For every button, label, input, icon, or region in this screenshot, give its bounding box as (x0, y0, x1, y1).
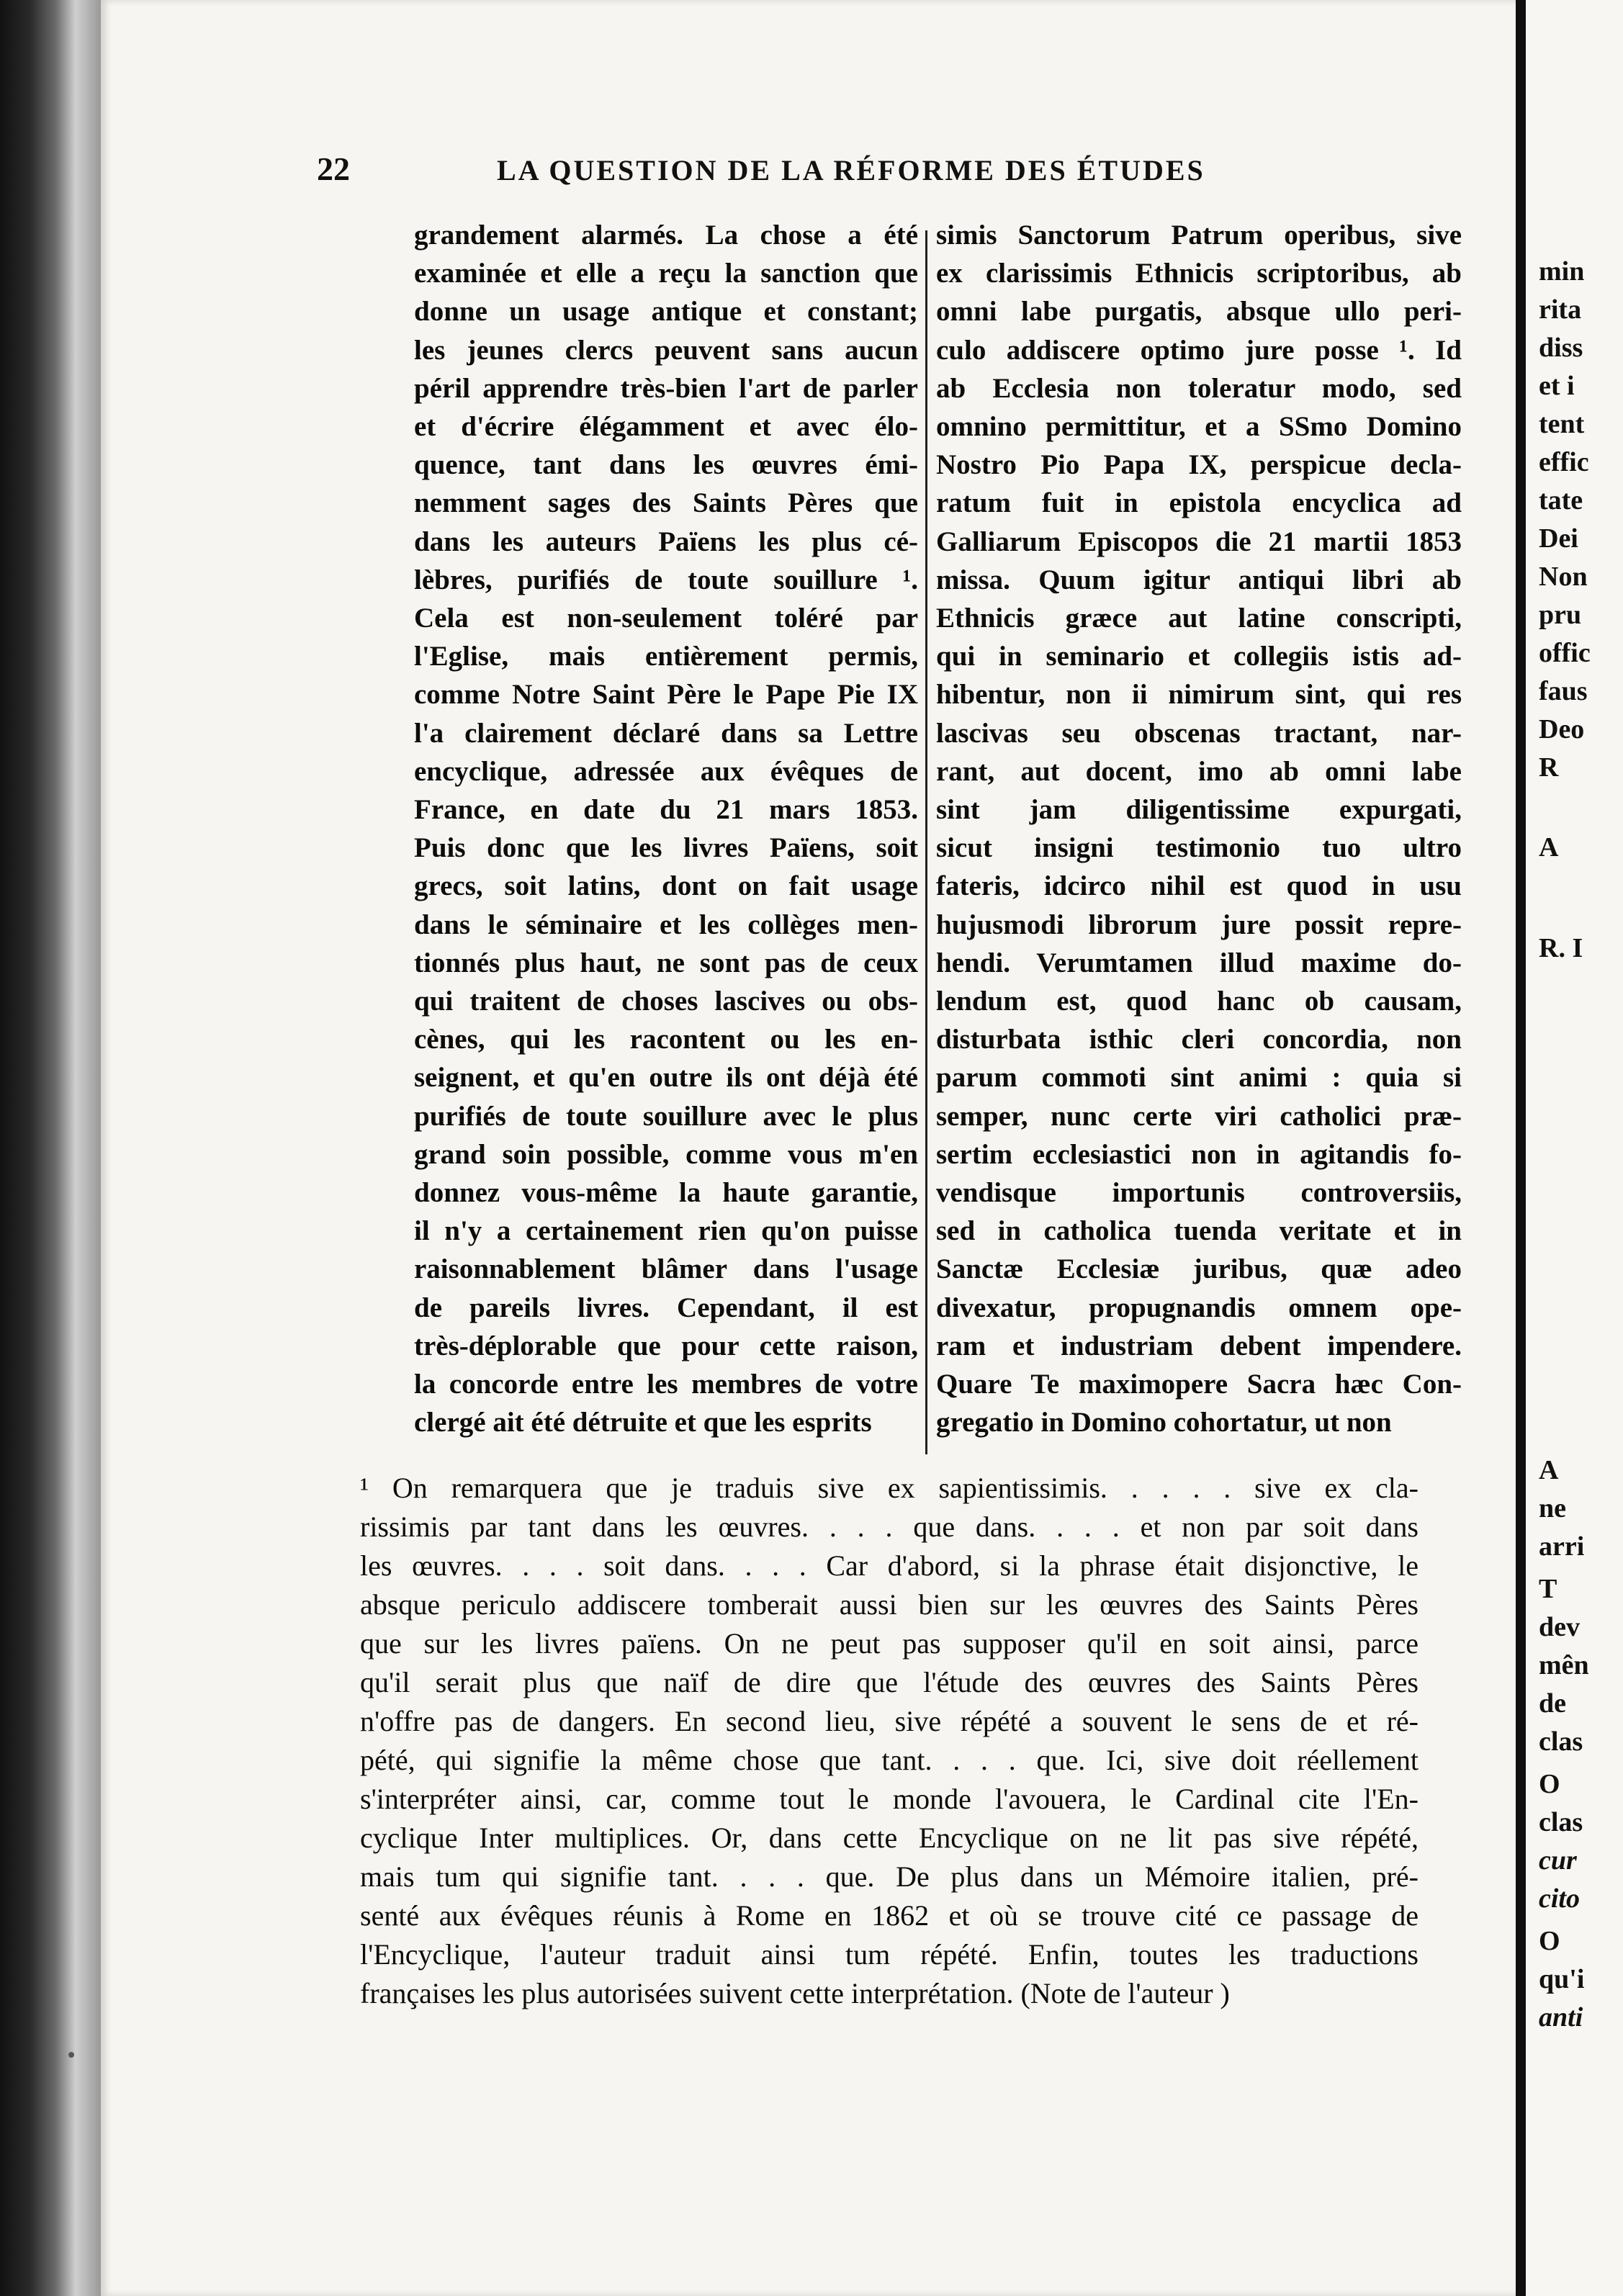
next-page-fragment: arri (1539, 1531, 1585, 1562)
next-page-fragment: T (1539, 1574, 1557, 1604)
next-page-fragment: R (1539, 752, 1559, 783)
text-line: examinée et elle a reçu la sanction que (414, 258, 918, 289)
next-page-fragment: offic (1539, 638, 1591, 668)
footnote-line: qu'il serait plus que naïf de dire que l'étude des œuvres des Saints Pères (360, 1666, 1419, 1698)
next-page-fragment: Deo (1539, 714, 1585, 744)
text-line: Galliarum Episcopos die 21 martii 1853 (936, 526, 1462, 557)
text-line: l'Eglise, mais entièrement permis, (414, 641, 918, 672)
french-text-column (414, 216, 918, 1442)
text-line: donne un usage antique et constant; (414, 296, 918, 328)
text-line: sint jam diligentissime expurgati, (936, 794, 1462, 826)
footnote-line: françaises les plus autorisées suivent cette interprétation. (Note de l'auteur ) (360, 1977, 1230, 2009)
text-line: Puis donc que les livres Païens, soit (414, 832, 918, 864)
footnote-line: cyclique Inter multiplices. Or, dans cette Encyclique on ne lit pas sive répété, (360, 1822, 1419, 1854)
text-line: nemment sages des Saints Pères que (414, 487, 918, 519)
text-line: il n'y a certainement rien qu'on puisse (414, 1215, 918, 1247)
text-line: France, en date du 21 mars 1853. (414, 794, 918, 826)
next-page-fragment: Non (1539, 562, 1588, 592)
footnote-line: ¹ On remarquera que je traduis sive ex sapientissimis. . . . . sive ex cla- (360, 1472, 1419, 1504)
text-line: Quare Te maximopere Sacra hæc Con- (936, 1369, 1462, 1400)
footnote (360, 1469, 1419, 2013)
next-page-fragment: tent (1539, 409, 1585, 439)
text-line: vendisque importunis controversiis, (936, 1177, 1462, 1209)
next-page-fragment: O (1539, 1769, 1560, 1799)
page-header (317, 150, 1274, 188)
next-page-fragment: R. I (1539, 933, 1583, 963)
next-page-fragment: pru (1539, 600, 1582, 630)
text-line: ex clarissimis Ethnicis scriptoribus, ab (936, 258, 1462, 289)
next-page-fragment: qu'i (1539, 1964, 1585, 1994)
latin-text-column (936, 216, 1462, 1442)
text-line: omni labe purgatis, absque ullo peri- (936, 296, 1462, 328)
footnote-line: pété, qui signifie la même chose que tant. . . . que. Ici, sive doit réellement (360, 1744, 1419, 1776)
text-line: grandement alarmés. La chose a été (414, 220, 918, 251)
next-page-fragment: Dei (1539, 523, 1578, 554)
next-page-fragment: faus (1539, 676, 1588, 706)
text-line: péril apprendre très-bien l'art de parler (414, 372, 918, 404)
footnote-line: que sur les livres païens. On ne peut pas supposer qu'il en soit ainsi, parce (360, 1627, 1419, 1660)
text-line: seignent, et qu'en outre ils ont déjà été (414, 1062, 918, 1094)
text-line: missa. Quum igitur antiqui libri ab (936, 564, 1462, 595)
text-line: ram et industriam debent impendere. (936, 1330, 1462, 1361)
text-line: sed in catholica tuenda veritate et in (936, 1215, 1462, 1247)
footnote-line: l'Encyclique, l'auteur traduit ainsi tum répété. Enfin, toutes les traductions (360, 1938, 1419, 1971)
text-line: dans le séminaire et les collèges men- (414, 909, 918, 940)
text-line: quence, tant dans les œuvres émi- (414, 449, 918, 481)
next-page-fragment: cito (1539, 1883, 1580, 1914)
running-head: LA QUESTION DE LA RÉFORME DES ÉTUDES (497, 154, 1205, 186)
text-line: rant, aut docent, imo ab omni labe (936, 755, 1462, 787)
footnote-line: senté aux évêques réunis à Rome en 1862 et où se trouve cité ce passage de (360, 1899, 1419, 1932)
text-line: grecs, soit latins, dont on fait usage (414, 870, 918, 902)
text-line: disturbata isthic cleri concordia, non (936, 1024, 1462, 1055)
text-line: lèbres, purifiés de toute souillure ¹. (414, 564, 918, 595)
next-page-fragment: cur (1539, 1845, 1577, 1876)
page-blemish (68, 2052, 74, 2058)
text-line: hujusmodi librorum jure possit repre- (936, 909, 1462, 940)
text-line: tionnés plus haut, ne sont pas de ceux (414, 947, 918, 978)
text-line: grand soin possible, comme vous m'en (414, 1138, 918, 1170)
next-page-fragment: mên (1539, 1650, 1589, 1680)
text-line: raisonnablement blâmer dans l'usage (414, 1253, 918, 1285)
footnote-line: absque periculo addiscere tomberait aussi bien sur les œuvres des Saints Pères (360, 1588, 1419, 1621)
text-line: lascivas seu obscenas tractant, nar- (936, 717, 1462, 749)
text-line: cènes, qui les racontent ou les en- (414, 1024, 918, 1055)
text-line: sicut insigni testimonio tuo ultro (936, 832, 1462, 864)
text-line: comme Notre Saint Père le Pape Pie IX (414, 679, 918, 711)
next-page-fragment: ne (1539, 1493, 1566, 1523)
next-page-fragment: min (1539, 256, 1585, 287)
text-line: l'a clairement déclaré dans sa Lettre (414, 717, 918, 749)
next-page-fragment: A (1539, 1455, 1559, 1485)
text-line: parum commoti sint animi : quia si (936, 1062, 1462, 1094)
text-line: clergé ait été détruite et que les esprits (414, 1407, 872, 1439)
next-page-fragment: A (1539, 832, 1559, 863)
text-line: qui in seminario et collegiis istis ad- (936, 641, 1462, 672)
next-page-fragment: dev (1539, 1612, 1580, 1642)
footnote-line: s'interpréter ainsi, car, comme tout le monde l'avouera, le Cardinal cite l'En- (360, 1783, 1419, 1815)
page-number: 22 (317, 150, 350, 187)
text-line: fateris, idcirco nihil est quod in usu (936, 870, 1462, 902)
text-line: dans les auteurs Païens les plus cé- (414, 526, 918, 557)
text-line: hendi. Verumtamen illud maxime do- (936, 947, 1462, 978)
text-line: Nostro Pio Papa IX, perspicue decla- (936, 449, 1462, 481)
next-page-fragment: O (1539, 1926, 1560, 1956)
next-page-fragment: rita (1539, 294, 1582, 325)
footnote-line: n'offre pas de dangers. En second lieu, sive répété a souvent le sens de et ré- (360, 1705, 1419, 1737)
footnote-line: les œuvres. . . . soit dans. . . . Car d'abord, si la phrase était disjonctive, le (360, 1549, 1419, 1582)
text-line: de pareils livres. Cependant, il est (414, 1292, 918, 1323)
text-line: sertim ecclesiastici non in agitandis fo- (936, 1138, 1462, 1170)
next-page-fragment: anti (1539, 2002, 1583, 2032)
footnote-line: mais tum qui signifie tant. . . . que. De plus dans un Mémoire italien, pré- (360, 1860, 1419, 1893)
next-page-fragment: diss (1539, 333, 1583, 363)
text-line: ab Ecclesia non toleratur modo, sed (936, 372, 1462, 404)
text-line: culo addiscere optimo jure posse ¹. Id (936, 334, 1462, 366)
text-line: la concorde entre les membres de votre (414, 1369, 918, 1400)
text-line: purifiés de toute souillure avec le plus (414, 1100, 918, 1132)
text-line: encyclique, adressée aux évêques de (414, 755, 918, 787)
text-line: lendum est, quod hanc ob causam, (936, 986, 1462, 1017)
text-line: Ethnicis græce aut latine conscripti, (936, 603, 1462, 634)
text-line: gregatio in Domino cohortatur, ut non (936, 1407, 1392, 1439)
text-line: ratum fuit in epistola encyclica ad (936, 487, 1462, 519)
next-page-fragment: et i (1539, 371, 1575, 401)
next-page-fragment: effic (1539, 447, 1589, 477)
text-line: très-déplorable que pour cette raison, (414, 1330, 918, 1361)
text-line: divexatur, propugnandis omnem ope- (936, 1292, 1462, 1323)
next-page-edge (1516, 0, 1623, 2296)
text-line: omnino permittitur, et a SSmo Domino (936, 411, 1462, 443)
text-line: les jeunes clercs peuvent sans aucun (414, 334, 918, 366)
next-page-fragment: clas (1539, 1726, 1583, 1757)
text-line: Cela est non-seulement toléré par (414, 603, 918, 634)
text-line: et d'écrire élégamment et avec élo- (414, 411, 918, 443)
text-line: semper, nunc certe viri catholici præ- (936, 1100, 1462, 1132)
text-line: Sanctæ Ecclesiæ juribus, quæ adeo (936, 1253, 1462, 1285)
book-binding-edge (0, 0, 101, 2296)
text-line: donnez vous-même la haute garantie, (414, 1177, 918, 1209)
text-line: qui traitent de choses lascives ou obs- (414, 986, 918, 1017)
text-line: hibentur, non ii nimirum sint, qui res (936, 679, 1462, 711)
next-page-fragment: tate (1539, 485, 1583, 516)
footnote-line: rissimis par tant dans les œuvres. . . . que dans. . . . et non par soit dans (360, 1511, 1419, 1543)
column-divider (925, 230, 927, 1454)
next-page-fragment: de (1539, 1688, 1566, 1719)
text-line: simis Sanctorum Patrum operibus, sive (936, 220, 1462, 251)
next-page-fragment: clas (1539, 1807, 1583, 1837)
